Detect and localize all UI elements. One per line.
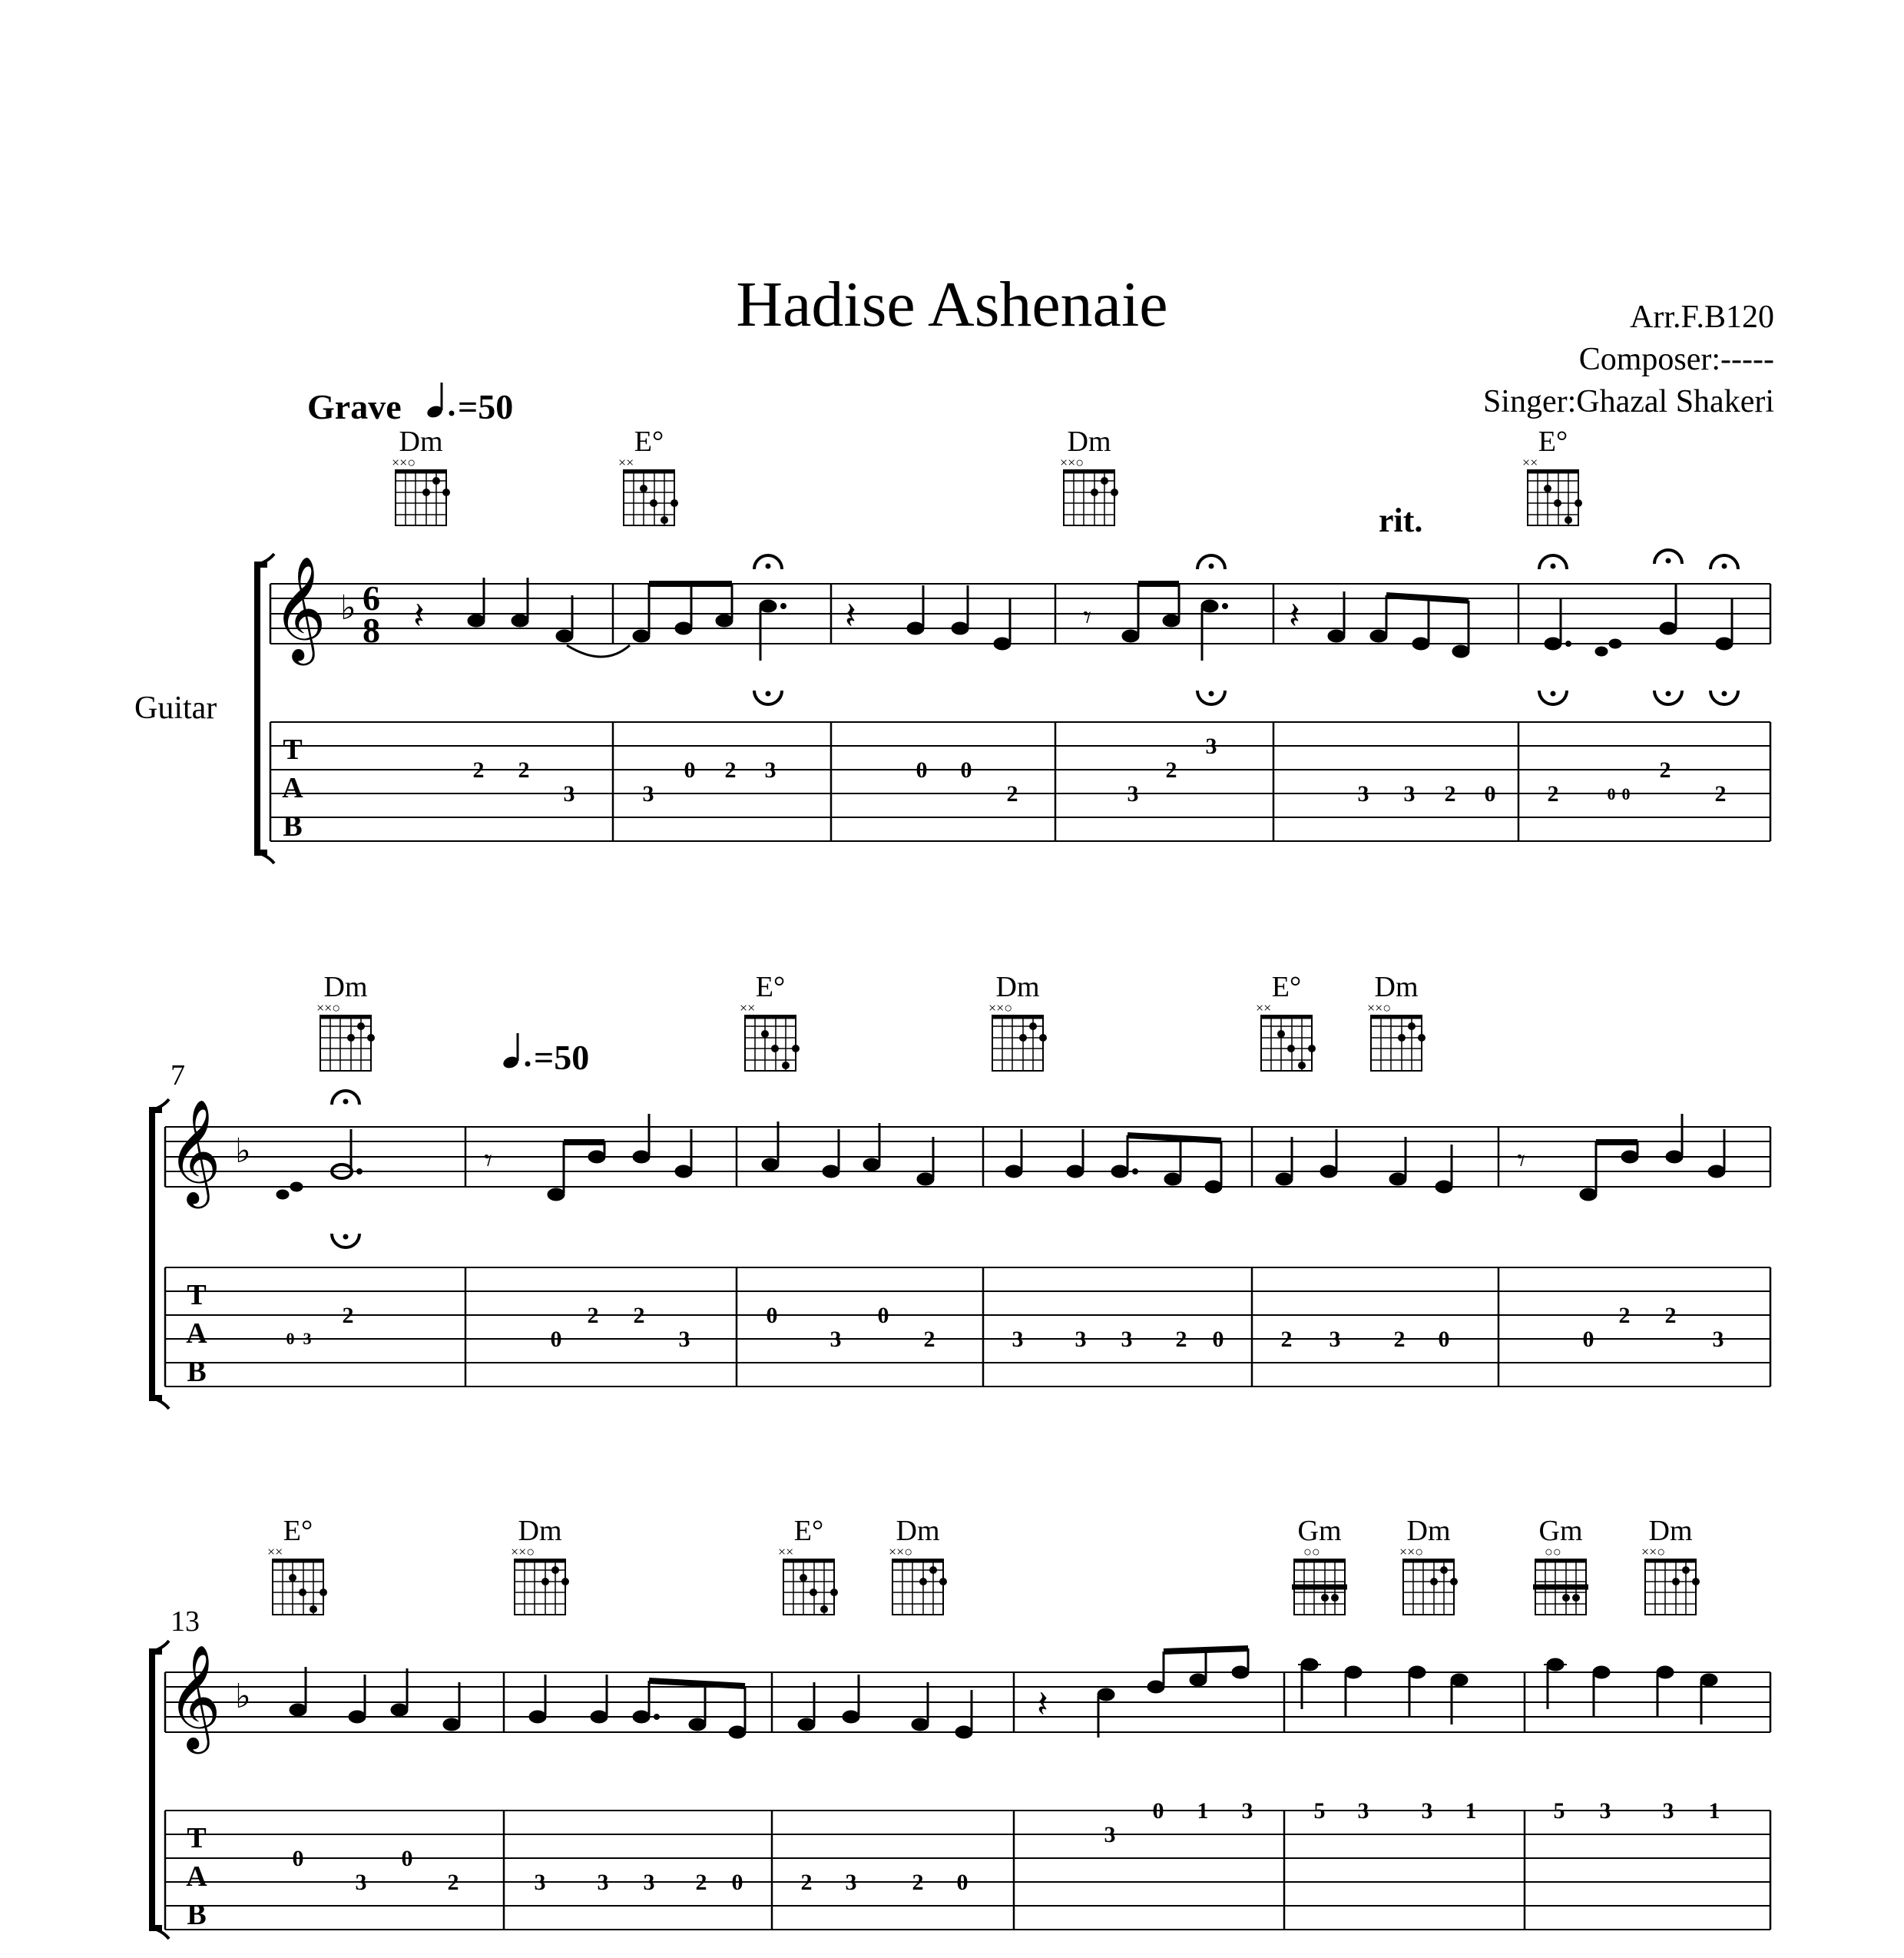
svg-text:3: 3 xyxy=(643,1870,655,1895)
svg-text:2: 2 xyxy=(1006,781,1018,807)
svg-text:3: 3 xyxy=(1421,1798,1433,1824)
svg-text:2: 2 xyxy=(1547,781,1559,807)
svg-text:××○: ××○ xyxy=(511,1544,535,1559)
svg-text:××: ×× xyxy=(267,1544,283,1559)
svg-text:××: ×× xyxy=(1256,1000,1272,1015)
svg-text:3: 3 xyxy=(563,781,575,807)
svg-text:××○: ××○ xyxy=(1641,1544,1666,1559)
chord-diagram-dm xyxy=(316,971,375,1071)
svg-text:3: 3 xyxy=(1075,1327,1087,1352)
svg-text:2: 2 xyxy=(724,757,737,783)
svg-text:Dm: Dm xyxy=(399,426,443,458)
svg-text:3: 3 xyxy=(1599,1798,1611,1824)
svg-text:0: 0 xyxy=(877,1303,889,1328)
svg-text:3: 3 xyxy=(642,781,654,807)
tempo-value: =50 xyxy=(458,387,514,426)
fermata-icon xyxy=(1197,555,1225,569)
tab-letter-a: A xyxy=(186,1860,207,1893)
fermata-icon xyxy=(1197,691,1225,704)
fermata-icon xyxy=(1539,691,1567,704)
fermata-icon xyxy=(332,1234,359,1247)
svg-text:2: 2 xyxy=(923,1327,935,1352)
fermata-icon xyxy=(754,555,782,569)
svg-text:0: 0 xyxy=(916,757,928,783)
ritardando-marking: rit. xyxy=(1379,502,1423,539)
chord-diagram-dm xyxy=(1060,426,1118,525)
svg-text:0: 0 xyxy=(1484,781,1496,807)
svg-text:𝄾: 𝄾 xyxy=(484,1144,493,1179)
svg-text:××: ×× xyxy=(618,455,634,470)
svg-text:0: 0 xyxy=(1438,1327,1450,1352)
fermata-icon xyxy=(1710,691,1738,704)
svg-text:2: 2 xyxy=(1165,757,1177,783)
svg-text:2: 2 xyxy=(472,757,485,783)
svg-text:0: 0 xyxy=(1212,1327,1224,1352)
arranger-credit: Arr.F.B120 xyxy=(1630,300,1774,335)
measure-number-13: 13 xyxy=(171,1605,200,1638)
svg-text:Dm: Dm xyxy=(896,1515,940,1547)
svg-text:3: 3 xyxy=(1712,1327,1724,1352)
tab-letter-b: B xyxy=(187,1899,207,1931)
svg-text:2: 2 xyxy=(1280,1327,1293,1352)
chord-diagram-edim xyxy=(740,971,800,1071)
svg-text:Gm: Gm xyxy=(1538,1515,1583,1547)
svg-text:3: 3 xyxy=(1104,1822,1116,1847)
flat-icon: ♭ xyxy=(340,589,356,627)
svg-text:E°: E° xyxy=(755,971,786,1003)
notation-notes xyxy=(413,578,1733,661)
svg-text:Dm: Dm xyxy=(1406,1515,1451,1547)
svg-text:0: 0 xyxy=(1607,784,1616,803)
instrument-label: Guitar xyxy=(134,691,217,726)
fermata-icon xyxy=(1654,550,1682,564)
svg-text:Dm: Dm xyxy=(518,1515,562,1547)
svg-text:3: 3 xyxy=(764,757,777,783)
svg-text:E°: E° xyxy=(1538,426,1568,458)
svg-text:𝄾: 𝄾 xyxy=(1083,601,1092,636)
svg-text:××○: ××○ xyxy=(316,1000,341,1015)
chord-diagram-dm xyxy=(1367,971,1426,1071)
svg-text:0: 0 xyxy=(684,757,696,783)
svg-text:××: ×× xyxy=(740,1000,756,1015)
svg-text:0: 0 xyxy=(292,1846,304,1871)
svg-text:𝄾: 𝄾 xyxy=(1517,1144,1526,1179)
svg-text:Dm: Dm xyxy=(1374,971,1419,1003)
chord-diagram-dm xyxy=(1641,1515,1700,1615)
svg-text:0: 0 xyxy=(1621,784,1631,803)
svg-text:0: 0 xyxy=(960,757,972,783)
tab-letter-a: A xyxy=(282,772,303,804)
svg-text:××: ×× xyxy=(1522,455,1538,470)
svg-text:2: 2 xyxy=(1444,781,1456,807)
svg-text:○○: ○○ xyxy=(1303,1544,1320,1559)
svg-text:Dm: Dm xyxy=(323,971,368,1003)
svg-text:××: ×× xyxy=(778,1544,794,1559)
svg-text:2: 2 xyxy=(1664,1303,1677,1328)
svg-text:3: 3 xyxy=(597,1870,609,1895)
fermata-icon xyxy=(1654,691,1682,704)
tempo-second-value: =50 xyxy=(534,1038,590,1077)
chord-diagram-edim xyxy=(1522,426,1582,525)
chord-diagram-edim xyxy=(778,1515,838,1615)
svg-text:𝄽: 𝄽 xyxy=(413,596,425,637)
svg-text:Gm: Gm xyxy=(1297,1515,1342,1547)
svg-text:2: 2 xyxy=(912,1870,924,1895)
svg-text:0: 0 xyxy=(731,1870,743,1895)
svg-text:Dm: Dm xyxy=(995,971,1040,1003)
time-signature-top: 6 xyxy=(363,578,380,618)
fermata-icon xyxy=(1539,555,1567,569)
svg-text:3: 3 xyxy=(534,1870,546,1895)
time-signature-bottom: 8 xyxy=(363,611,380,650)
svg-text:E°: E° xyxy=(1271,971,1302,1003)
chord-diagram-edim xyxy=(1256,971,1316,1071)
svg-text:𝄽: 𝄽 xyxy=(1289,596,1300,637)
svg-text:0: 0 xyxy=(286,1329,295,1348)
svg-text:××○: ××○ xyxy=(1060,455,1084,470)
svg-text:E°: E° xyxy=(283,1515,313,1547)
svg-text:2: 2 xyxy=(587,1303,599,1328)
svg-text:3: 3 xyxy=(845,1870,857,1895)
svg-text:0: 0 xyxy=(766,1303,778,1328)
system-1 xyxy=(257,426,1770,863)
tab-letter-t: T xyxy=(187,1279,207,1311)
svg-text:2: 2 xyxy=(1659,757,1671,783)
dotted-quarter-note-icon xyxy=(502,1033,530,1070)
svg-text:𝄽: 𝄽 xyxy=(1037,1685,1048,1725)
flat-icon: ♭ xyxy=(235,1678,251,1715)
song-title: Hadise Ashenaie xyxy=(736,269,1168,340)
svg-text:0: 0 xyxy=(401,1846,413,1871)
chord-diagram-dm xyxy=(511,1515,569,1615)
treble-clef-icon: 𝄞 xyxy=(167,1647,221,1748)
svg-text:1: 1 xyxy=(1708,1798,1720,1824)
svg-text:3: 3 xyxy=(1357,1798,1369,1824)
treble-clef-icon: 𝄞 xyxy=(167,1102,221,1202)
svg-text:5: 5 xyxy=(1313,1798,1326,1824)
svg-text:5: 5 xyxy=(1553,1798,1565,1824)
fermata-icon xyxy=(332,1091,359,1105)
svg-text:1: 1 xyxy=(1465,1798,1477,1824)
fermata-icon xyxy=(754,691,782,704)
svg-text:3: 3 xyxy=(1012,1327,1024,1352)
svg-text:3: 3 xyxy=(1241,1798,1253,1824)
svg-text:××○: ××○ xyxy=(889,1544,913,1559)
svg-text:Dm: Dm xyxy=(1067,426,1111,458)
svg-text:0: 0 xyxy=(550,1327,562,1352)
svg-text:○○: ○○ xyxy=(1545,1544,1561,1559)
chord-diagram-dm xyxy=(889,1515,947,1615)
composer-credit: Composer:----- xyxy=(1578,342,1774,377)
svg-text:××○: ××○ xyxy=(392,455,416,470)
svg-text:2: 2 xyxy=(1393,1327,1406,1352)
svg-text:Dm: Dm xyxy=(1648,1515,1693,1547)
chord-diagram-dm xyxy=(988,971,1047,1071)
svg-text:2: 2 xyxy=(447,1870,459,1895)
system-3 xyxy=(152,1515,1770,1939)
svg-text:××○: ××○ xyxy=(1399,1544,1424,1559)
svg-text:2: 2 xyxy=(518,757,530,783)
svg-text:2: 2 xyxy=(1175,1327,1187,1352)
svg-text:2: 2 xyxy=(633,1303,645,1328)
svg-text:2: 2 xyxy=(800,1870,813,1895)
svg-text:3: 3 xyxy=(829,1327,842,1352)
treble-clef-icon: 𝄞 xyxy=(273,558,326,659)
dotted-quarter-note-icon xyxy=(426,383,454,419)
svg-text:0: 0 xyxy=(1582,1327,1594,1352)
svg-text:××○: ××○ xyxy=(1367,1000,1392,1015)
chord-diagram-edim xyxy=(618,426,678,525)
svg-text:2: 2 xyxy=(1618,1303,1631,1328)
tempo-term: Grave xyxy=(307,387,402,426)
fermata-icon xyxy=(1710,555,1738,569)
singer-credit: Singer:Ghazal Shakeri xyxy=(1482,384,1774,419)
svg-text:3: 3 xyxy=(1205,734,1217,759)
tab-letter-b: B xyxy=(283,810,303,843)
measure-number-7: 7 xyxy=(171,1059,185,1092)
chord-diagram-dm xyxy=(1399,1515,1458,1615)
tab-numbers xyxy=(343,1303,1724,1352)
svg-text:0: 0 xyxy=(1152,1798,1164,1824)
chord-diagram-dm xyxy=(392,426,450,525)
chord-diagram-gm xyxy=(1292,1515,1347,1615)
svg-text:𝄽: 𝄽 xyxy=(845,596,856,637)
svg-text:0: 0 xyxy=(956,1870,969,1895)
svg-text:E°: E° xyxy=(793,1515,824,1547)
svg-text:3: 3 xyxy=(678,1327,690,1352)
svg-text:3: 3 xyxy=(1357,781,1369,807)
svg-text:2: 2 xyxy=(1714,781,1727,807)
svg-text:××○: ××○ xyxy=(988,1000,1013,1015)
svg-text:E°: E° xyxy=(634,426,664,458)
tab-letter-b: B xyxy=(187,1356,207,1388)
tab-letter-a: A xyxy=(186,1317,207,1350)
svg-text:3: 3 xyxy=(1329,1327,1341,1352)
chord-diagram-edim xyxy=(267,1515,327,1615)
chord-diagram-gm xyxy=(1533,1515,1588,1615)
system-2 xyxy=(152,971,1770,1409)
svg-text:3: 3 xyxy=(1662,1798,1674,1824)
tab-numbers xyxy=(293,1798,1720,1895)
tab-letter-t: T xyxy=(283,734,303,766)
svg-text:3: 3 xyxy=(303,1329,312,1348)
svg-text:2: 2 xyxy=(342,1303,354,1328)
svg-text:3: 3 xyxy=(355,1870,367,1895)
svg-text:3: 3 xyxy=(1121,1327,1133,1352)
tab-letter-t: T xyxy=(187,1822,207,1854)
svg-text:2: 2 xyxy=(695,1870,707,1895)
svg-text:3: 3 xyxy=(1127,781,1139,807)
svg-text:1: 1 xyxy=(1197,1798,1209,1824)
svg-text:3: 3 xyxy=(1403,781,1416,807)
flat-icon: ♭ xyxy=(235,1132,251,1170)
